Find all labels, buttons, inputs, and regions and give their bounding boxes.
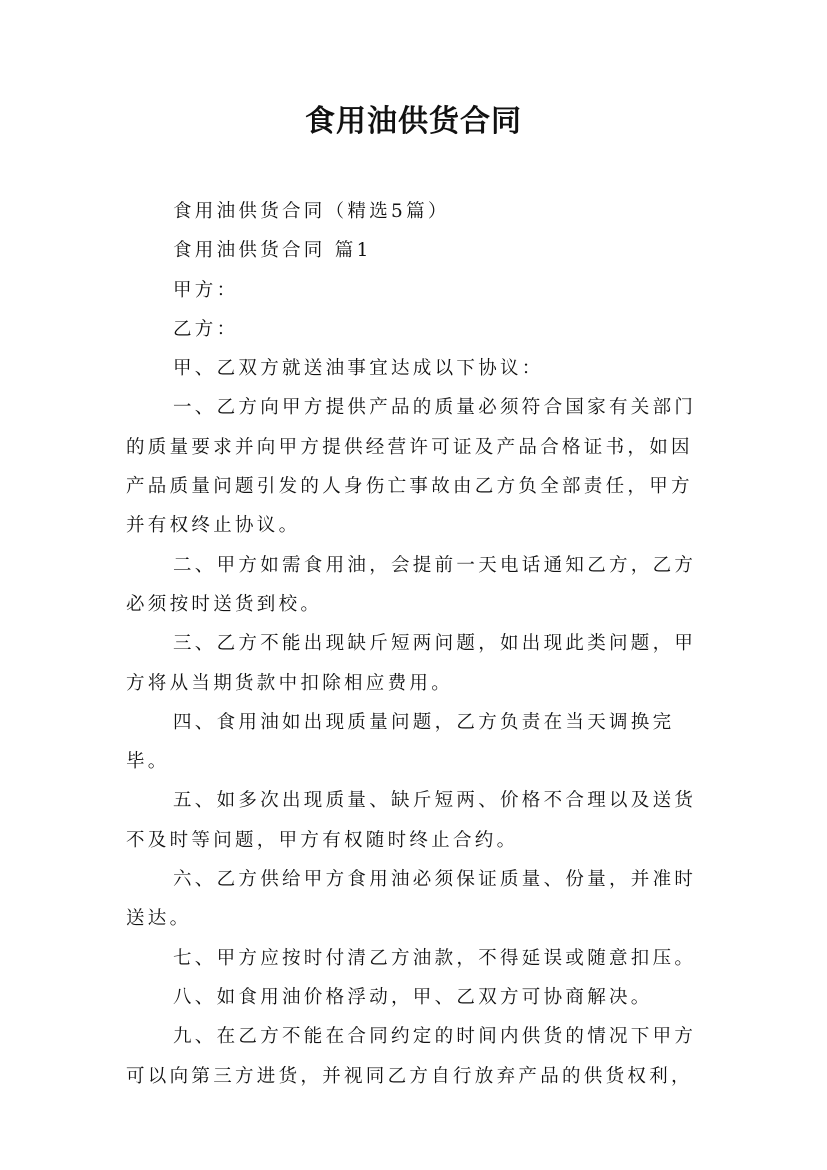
paragraph-clause-7: 七、甲方应按时付清乙方油款，不得延误或随意扣压。 bbox=[173, 947, 697, 969]
paragraph-clause-6: 六、乙方供给甲方食用油必须保证质量、份量，并准时送达。 bbox=[126, 869, 697, 930]
paragraph-agreement-intro: 甲、乙双方就送油事宜达成以下协议： bbox=[173, 358, 544, 380]
paragraph-clause-3: 三、乙方不能出现缺斤短两问题，如出现此类问题，甲方将从当期货款中扣除相应费用。 bbox=[126, 633, 697, 694]
document-body bbox=[126, 192, 712, 1096]
paragraph-clause-4: 四、食用油如出现质量问题，乙方负责在当天调换完毕。 bbox=[126, 711, 675, 773]
paragraph-party-b: 乙方： bbox=[173, 318, 239, 340]
paragraph-clause-5: 五、如多次出现质量、缺斤短两、价格不合理以及送货不及时等问题，甲方有权随时终止合约。 bbox=[126, 790, 697, 851]
paragraph-party-a: 甲方： bbox=[173, 279, 239, 301]
document-title: 食用油供货合同 bbox=[305, 104, 522, 139]
paragraph-clause-1: 一、乙方向甲方提供产品的质量必须符合国家有关部门的质量要求并向甲方提供经营许可证及产品合格证书，如因产品质量问题引发的人身伤亡事故由乙方负全部责任，甲方并有权终止协议。 bbox=[126, 397, 697, 537]
paragraph-heading: 食用油供货合同 篇1 bbox=[173, 240, 372, 262]
paragraph-clause-2: 二、甲方如需食用油，会提前一天电话通知乙方，乙方必须按时送货到校。 bbox=[126, 554, 697, 615]
paragraph-clause-8: 八、如食用油价格浮动，甲、乙双方可协商解决。 bbox=[173, 986, 653, 1008]
paragraph-clause-9: 九、在乙方不能在合同约定的时间内供货的情况下甲方可以向第三方进货，并视同乙方自行放弃产品的供货权利， bbox=[126, 1026, 697, 1087]
paragraph-subtitle: 食用油供货合同（精选5篇） bbox=[173, 201, 450, 222]
